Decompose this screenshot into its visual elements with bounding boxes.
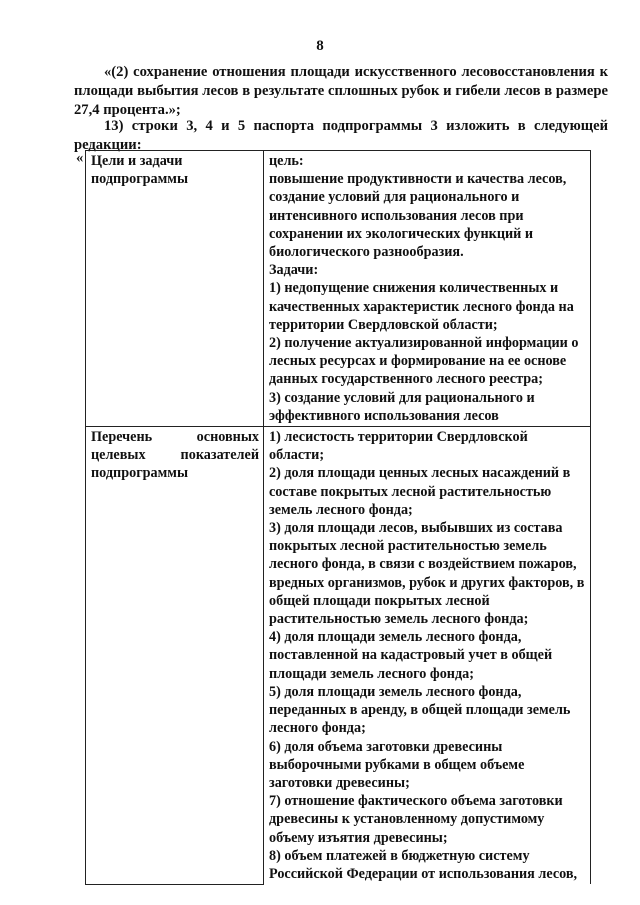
content-line: растительностью земель лесного фонда; — [269, 611, 529, 628]
content-line: Задачи: — [269, 262, 319, 279]
content-line: 2) доля площади ценных лесных насаждений в — [269, 465, 571, 482]
content-line: 3) создание условий для рационального и — [269, 389, 535, 406]
content-line: интенсивного использования лесов при — [269, 207, 524, 224]
row-label-goals: Цели и задачи подпрограммы — [86, 151, 264, 427]
content-line: 1) лесистость территории Свердловской — [269, 429, 528, 446]
content-line: 1) недопущение снижения количественных и — [269, 280, 559, 297]
content-line: повышение продуктивности и качества лесов, — [269, 171, 567, 188]
content-line: качественных характеристик лесного фонда на — [269, 298, 574, 315]
content-line: эффективного использования лесов — [269, 407, 499, 424]
table-row-goals — [86, 151, 591, 427]
content-line: 8) объем платежей в бюджетную систему — [269, 847, 530, 864]
content-line: данных государственного лесного реестра; — [269, 371, 543, 388]
passport-table — [85, 150, 591, 885]
content-line: покрытых лесной растительностью земель — [269, 538, 547, 555]
content-line: 5) доля площади земель лесного фонда, — [269, 683, 522, 700]
table-opening-quote: « — [76, 150, 84, 166]
content-line: лесного фонда, в связи с воздействием пожаров, — [269, 556, 577, 573]
content-line: древесины к установленному допустимому — [269, 811, 545, 828]
content-line: объему изъятия древесины; — [269, 829, 448, 846]
content-line: биологического разнообразия. — [269, 244, 464, 261]
content-line: общей площади покрытых лесной — [269, 592, 490, 609]
row-content-indicators — [264, 427, 591, 885]
content-line: 2) получение актуализированной информации о — [269, 335, 579, 352]
intro-paragraph-item-2 — [74, 63, 608, 120]
content-line: заготовки древесины; — [269, 774, 410, 791]
content-line: области; — [269, 447, 325, 464]
content-line: вредных организмов, рубок и других факторов, в — [269, 574, 585, 591]
table-row-indicators — [86, 427, 591, 885]
content-line: 3) доля площади лесов, выбывших из состава — [269, 520, 563, 537]
content-line: 4) доля площади земель лесного фонда, — [269, 629, 522, 646]
content-line: площади земель лесного фонда; — [269, 665, 474, 682]
intro-item-2-text: «(2) сохранение отношения площади искусственного лесовосстановления к площади выбытия лесов в результате сплошных рубок и гибели лесов в размере 27,4 процента.»; — [74, 64, 608, 118]
content-line: территории Свердловской области; — [269, 316, 498, 333]
content-line: лесного фонда; — [269, 720, 366, 737]
page-number: 8 — [316, 38, 324, 54]
row-label-indicators: Перечень основных целевых показателей подпрограммы — [86, 427, 264, 885]
content-line: выборочными рубками в общем объеме — [269, 756, 525, 773]
content-line: 7) отношение фактического объема заготовки — [269, 793, 563, 810]
content-line: поставленной на кадастровый учет в общей — [269, 647, 553, 664]
content-line: составе покрытых лесной растительностью — [269, 483, 552, 500]
content-line: цель: — [269, 153, 304, 169]
intro-item-13-text: 13) строки 3, 4 и 5 паспорта подпрограммы 3 изложить в следующей редакции: — [74, 118, 608, 153]
content-line: земель лесного фонда; — [269, 501, 413, 518]
content-line: Российской Федерации от использования лесов, — [269, 865, 578, 882]
content-line: лесных ресурсах и формирование на ее основе — [269, 353, 567, 370]
content-line: создание условий для рационального и — [269, 189, 520, 206]
content-line: 6) доля объема заготовки древесины — [269, 738, 503, 755]
row-content-goals — [264, 151, 591, 427]
content-line: сохранении их экологических функций и — [269, 225, 534, 242]
content-line: переданных в аренду, в общей площади земель — [269, 702, 571, 719]
